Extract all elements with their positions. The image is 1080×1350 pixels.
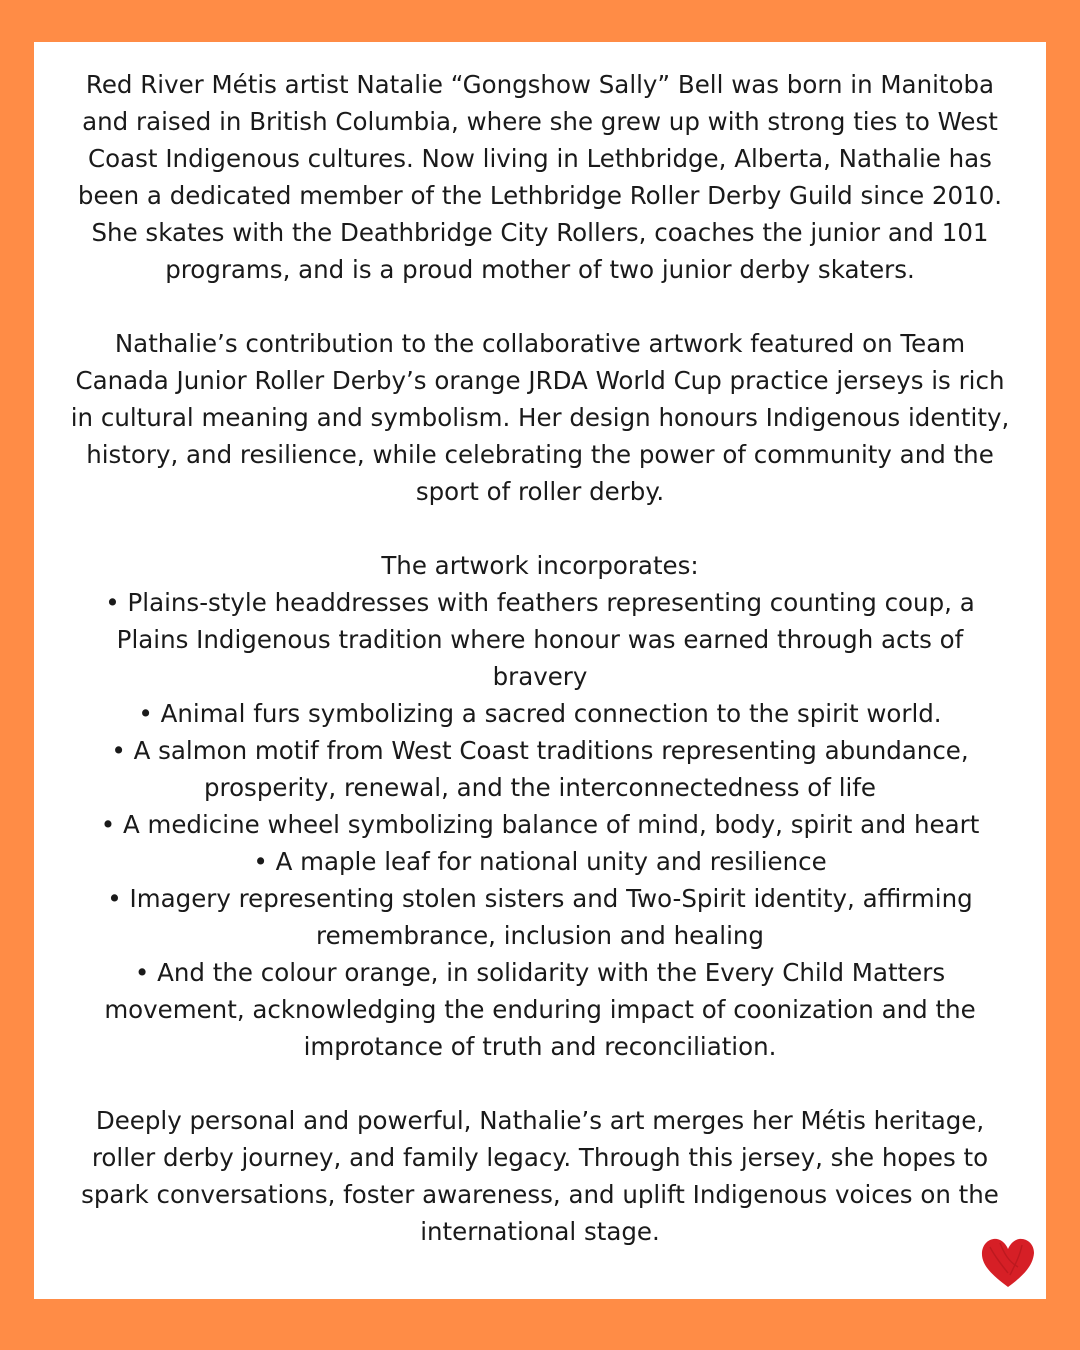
text-line: spark conversations, foster awareness, and uplift Indigenous voices on the <box>81 1180 999 1209</box>
heart-icon <box>978 1235 1038 1291</box>
text-line: Canada Junior Roller Derby’s orange JRDA World Cup practice jerseys is rich <box>75 366 1005 395</box>
text-line: been a dedicated member of the Lethbridge Roller Derby Guild since 2010. <box>77 181 1003 210</box>
text-line: in cultural meaning and symbolism. Her design honours Indigenous identity, <box>70 403 1010 432</box>
list-item-line: remembrance, inclusion and healing <box>316 921 764 950</box>
text-line: history, and resilience, while celebrating the power of community and the <box>86 440 994 469</box>
content-panel <box>34 42 1046 1299</box>
text-line: Coast Indigenous cultures. Now living in Lethbridge, Alberta, Nathalie has <box>88 144 992 173</box>
list-item-line: improtance of truth and reconciliation. <box>303 1032 777 1061</box>
paragraph-gap <box>50 1065 1030 1102</box>
closing-paragraph <box>50 1102 1030 1250</box>
list-item-line: bravery <box>492 662 588 691</box>
list-item-line: • Animal furs symbolizing a sacred connection to the spirit world. <box>138 699 942 728</box>
list-item-line: prosperity, renewal, and the interconnectedness of life <box>203 773 876 802</box>
bio-paragraph <box>50 66 1030 288</box>
list-item-line: • Plains-style headdresses with feathers representing counting coup, a <box>105 588 975 617</box>
text-line: Nathalie’s contribution to the collaborative artwork featured on Team <box>114 329 966 358</box>
paragraph-gap <box>50 288 1030 325</box>
list-item-line: Plains Indigenous tradition where honour was earned through acts of <box>116 625 964 654</box>
artwork-list <box>50 547 1030 1065</box>
text-line: programs, and is a proud mother of two junior derby skaters. <box>165 255 915 284</box>
list-item-line: • A maple leaf for national unity and resilience <box>253 847 827 876</box>
paragraph-gap <box>50 510 1030 547</box>
list-item-line: movement, acknowledging the enduring impact of coonization and the <box>104 995 976 1024</box>
text-line: and raised in British Columbia, where she grew up with strong ties to West <box>82 107 998 136</box>
text-line: international stage. <box>420 1217 660 1246</box>
text-line: roller derby journey, and family legacy. Through this jersey, she hopes to <box>91 1143 989 1172</box>
contribution-paragraph <box>50 325 1030 510</box>
list-item-line: • A salmon motif from West Coast traditions representing abundance, <box>111 736 969 765</box>
text-line: Deeply personal and powerful, Nathalie’s art merges her Métis heritage, <box>95 1106 985 1135</box>
text-line: She skates with the Deathbridge City Rollers, coaches the junior and 101 <box>91 218 989 247</box>
list-item-line: • A medicine wheel symbolizing balance of mind, body, spirit and heart <box>100 810 980 839</box>
list-item-line: • And the colour orange, in solidarity with the Every Child Matters <box>134 958 946 987</box>
list-item-line: • Imagery representing stolen sisters and Two-Spirit identity, affirming <box>107 884 973 913</box>
list-intro: The artwork incorporates: <box>381 551 699 580</box>
text-line: sport of roller derby. <box>415 477 665 506</box>
text-line: Red River Métis artist Natalie “Gongshow Sally” Bell was born in Manitoba <box>85 70 995 99</box>
